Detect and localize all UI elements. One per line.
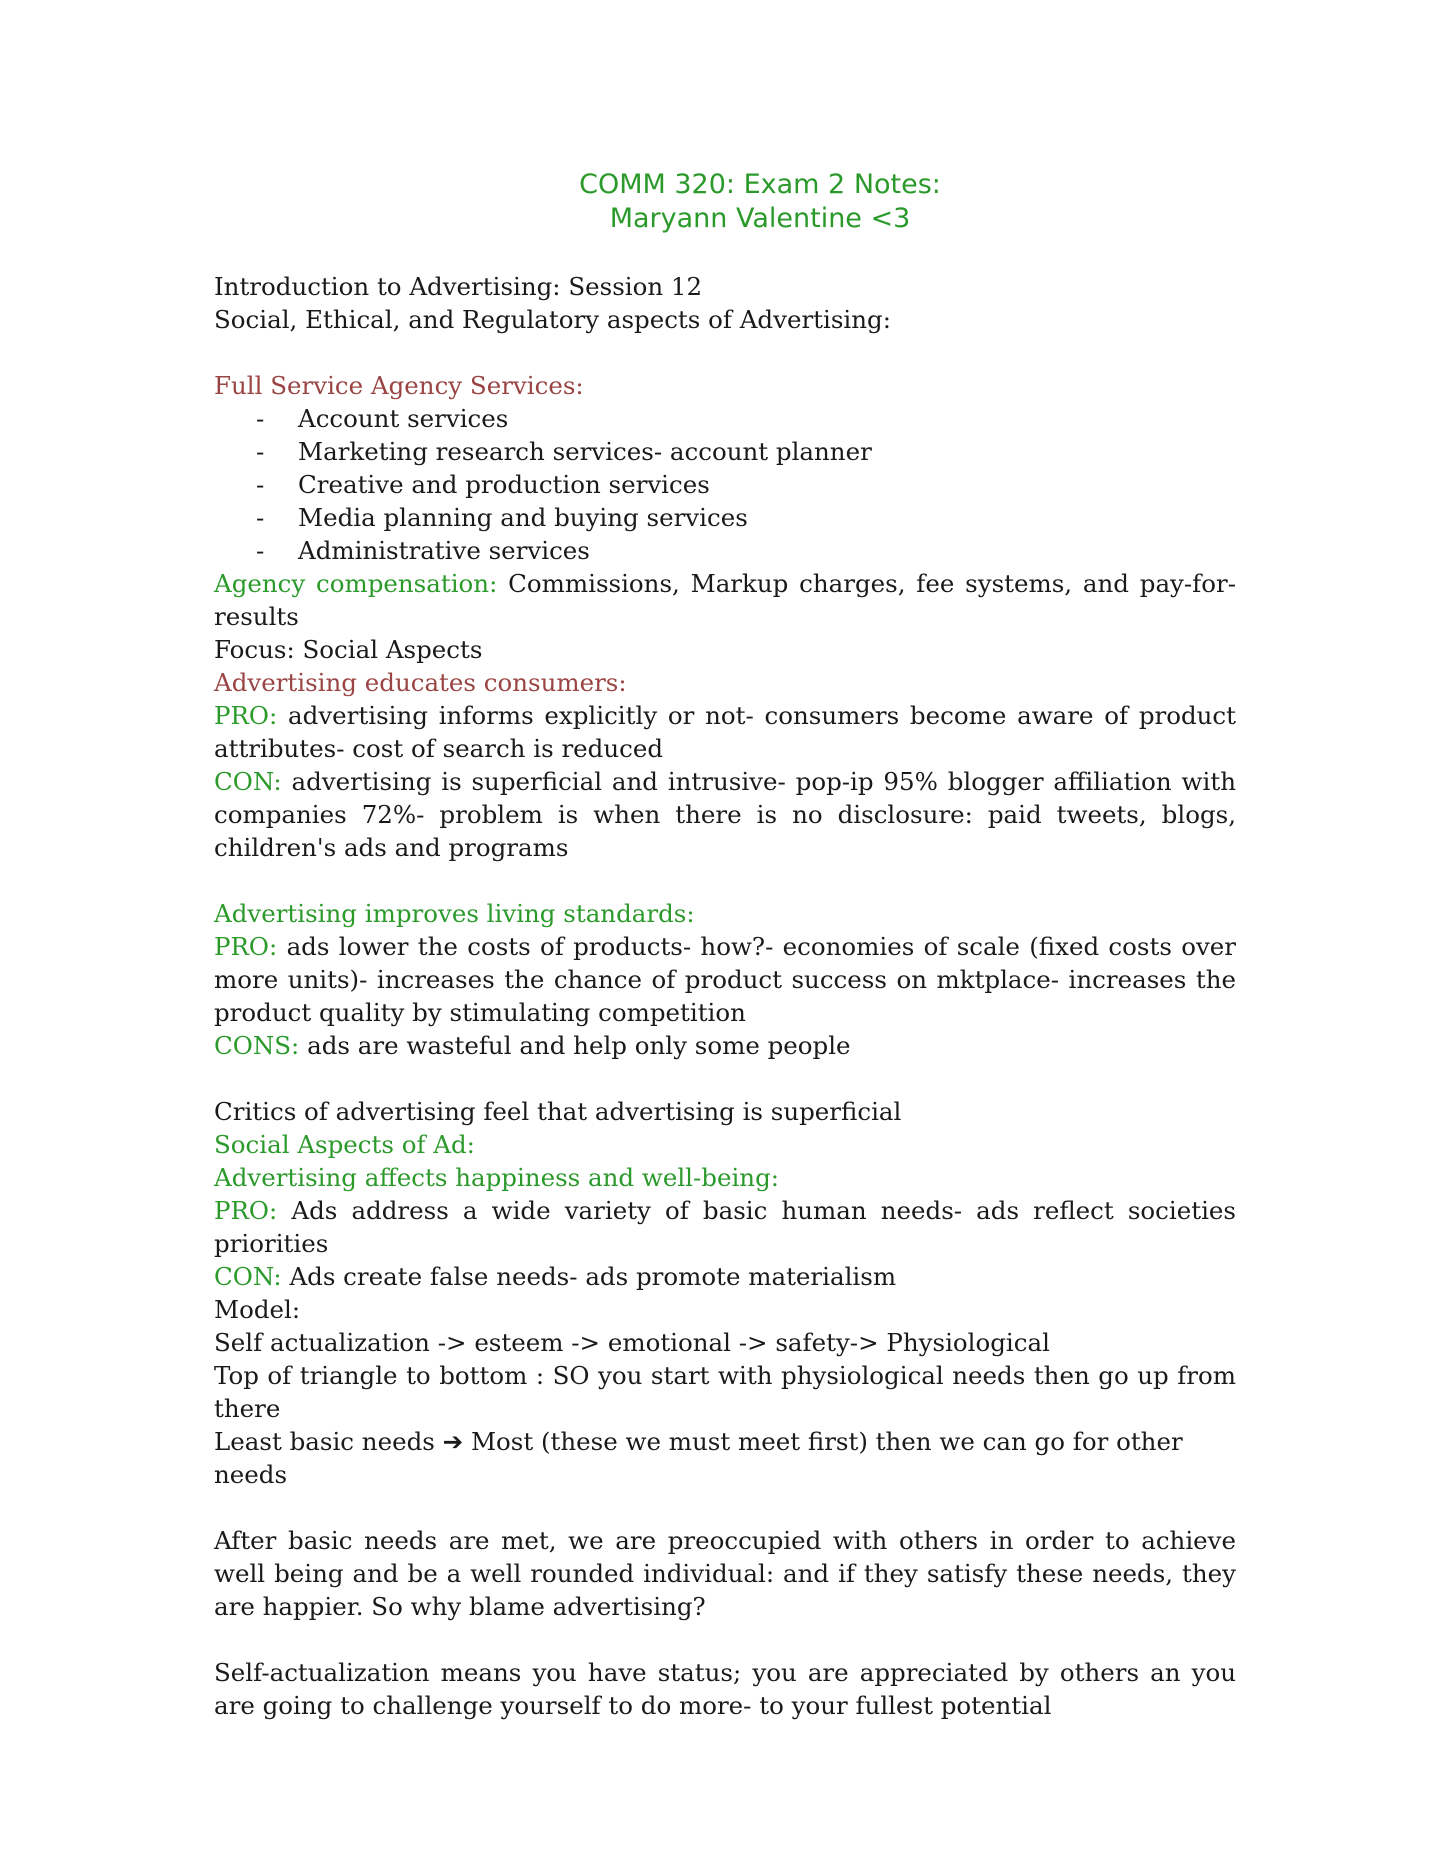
spacer	[214, 336, 1236, 369]
pro-label: PRO:	[214, 1196, 278, 1225]
list-item: - Administrative services	[214, 534, 1236, 567]
critics-line: Critics of advertising feel that advertising is superficial	[214, 1097, 902, 1126]
intro-line-2: Social, Ethical, and Regulatory aspects of Advertising:	[214, 305, 891, 334]
least-text-a: Least basic needs	[214, 1427, 443, 1456]
arrow-icon: ➔	[442, 1427, 464, 1456]
pro-text: ads lower the costs of products- how?- economies of scale (fixed costs over more units)- increases the chance of product success on mktplace- increases the product quality by stimulating competition	[214, 932, 1236, 1027]
list-item: - Account services	[214, 402, 1236, 435]
pro-label: PRO:	[214, 932, 278, 961]
spacer	[214, 1491, 1236, 1524]
document-title	[284, 168, 1236, 236]
after-basic-needs-paragraph: After basic needs are met, we are preoccupied with others in order to achieve well being and be a well rounded individual: and if they satisfy these needs, they are happier. So why blame advertising?	[214, 1526, 1236, 1621]
pro-label: PRO:	[214, 701, 278, 730]
educates-heading: Advertising educates consumers:	[214, 668, 627, 697]
self-actualization-paragraph: Self-actualization means you have status; you are appreciated by others an you are going to challenge yourself to do more- to your fullest potential	[214, 1658, 1236, 1720]
happiness-pro-paragraph	[214, 1194, 1236, 1260]
living-standards-heading: Advertising improves living standards:	[214, 899, 695, 928]
happiness-heading: Advertising affects happiness and well-being:	[214, 1163, 780, 1192]
spacer	[214, 864, 1236, 897]
con-label: CON:	[214, 767, 282, 796]
happiness-con-paragraph	[214, 1260, 1236, 1293]
con-text: Ads create false needs- ads promote materialism	[281, 1262, 897, 1291]
focus-line: Focus: Social Aspects	[214, 635, 483, 664]
hierarchy-line: Self actualization -> esteem -> emotional -> safety-> Physiological	[214, 1328, 1050, 1357]
list-item: - Creative and production services	[214, 468, 1236, 501]
least-basic-line	[214, 1425, 1236, 1491]
title-line-1: COMM 320: Exam 2 Notes:	[579, 169, 941, 200]
intro-line-1: Introduction to Advertising: Session 12	[214, 272, 703, 301]
cons-text: ads are wasteful and help only some people	[299, 1031, 851, 1060]
cons-label: CONS:	[214, 1031, 300, 1060]
educates-pro-paragraph	[214, 699, 1236, 765]
con-text: advertising is superficial and intrusive- pop-ip 95% blogger affiliation with companies 72%- problem is when there is no disclosure: paid tweets, blogs, children's ads and programs	[214, 767, 1236, 862]
least-text-b: Most (these we must meet first) then we can go for other needs	[214, 1427, 1183, 1489]
agency-compensation-label: Agency compensation:	[214, 569, 498, 598]
agency-compensation-paragraph	[214, 567, 1236, 633]
model-line: Model:	[214, 1295, 301, 1324]
list-item: - Media planning and buying services	[214, 501, 1236, 534]
living-pro-paragraph	[214, 930, 1236, 1029]
spacer	[214, 1062, 1236, 1095]
document-body	[214, 270, 1236, 1722]
agency-services-list	[214, 402, 1236, 567]
con-label: CON:	[214, 1262, 282, 1291]
living-cons-paragraph	[214, 1029, 1236, 1062]
list-item: - Marketing research services- account planner	[214, 435, 1236, 468]
pro-text: Ads address a wide variety of basic human needs- ads reflect societies priorities	[214, 1196, 1236, 1258]
agency-compensation-text: Commissions, Markup charges, fee systems, and pay-for-results	[214, 569, 1236, 631]
title-line-2: Maryann Valentine <3	[609, 203, 911, 234]
agency-services-heading: Full Service Agency Services:	[214, 371, 584, 400]
social-aspects-heading: Social Aspects of Ad:	[214, 1130, 475, 1159]
pro-text: advertising informs explicitly or not- consumers become aware of product attributes- cost of search is reduced	[214, 701, 1236, 763]
educates-con-paragraph	[214, 765, 1236, 864]
spacer	[214, 1623, 1236, 1656]
triangle-paragraph: Top of triangle to bottom : SO you start with physiological needs then go up from there	[214, 1361, 1236, 1423]
